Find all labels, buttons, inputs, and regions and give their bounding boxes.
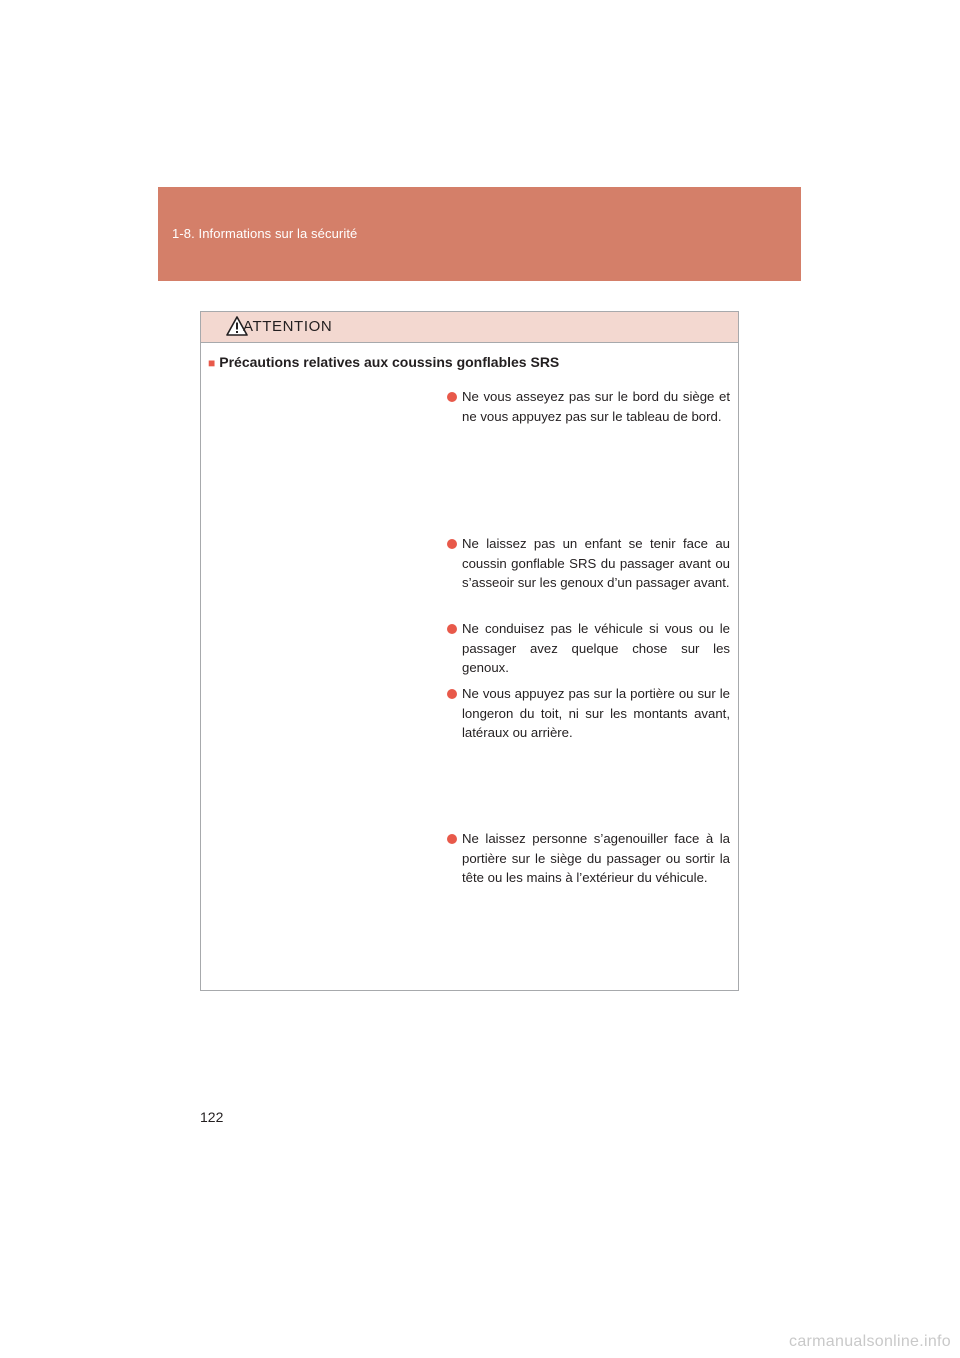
section-title: 1-8. Informations sur la sécurité xyxy=(172,226,358,241)
list-item xyxy=(434,619,730,678)
warning-subheading-text: Précautions relatives aux coussins gonflables SRS xyxy=(219,354,560,370)
round-bullet-icon xyxy=(447,689,457,699)
watermark: carmanualsonline.info xyxy=(789,1333,951,1350)
warning-header xyxy=(201,312,738,343)
list-item-text: Ne vous asseyez pas sur le bord du siège et ne vous appuyez pas sur le tableau de bord. xyxy=(462,389,730,424)
round-bullet-icon xyxy=(447,834,457,844)
list-item-text: Ne conduisez pas le véhicule si vous ou le passager avez quelque chose sur les genoux. xyxy=(462,621,730,675)
square-bullet-icon: ■ xyxy=(208,356,216,370)
warning-title: ATTENTION xyxy=(243,318,333,335)
list-item xyxy=(434,684,730,743)
list-item-text: Ne laissez personne s’agenouiller face à la portière sur le siège du passager ou sortir la tête ou les mains à l’extérieur du véhicule. xyxy=(462,831,730,885)
list-item xyxy=(434,534,730,593)
round-bullet-icon xyxy=(447,392,457,402)
list-item xyxy=(434,387,730,426)
warning-subheading xyxy=(208,354,559,370)
page-number: 122 xyxy=(200,1109,224,1125)
round-bullet-icon xyxy=(447,539,457,549)
list-item xyxy=(434,829,730,888)
round-bullet-icon xyxy=(447,624,457,634)
section-header-band xyxy=(158,187,801,281)
warning-box xyxy=(200,311,739,991)
list-item-text: Ne laissez pas un enfant se tenir face au coussin gonflable SRS du passager avant ou s’asseoir sur les genoux d’un passager avant. xyxy=(462,536,730,590)
list-item-text: Ne vous appuyez pas sur la portière ou sur le longeron du toit, ni sur les montants avant, latéraux ou arrière. xyxy=(462,686,730,740)
